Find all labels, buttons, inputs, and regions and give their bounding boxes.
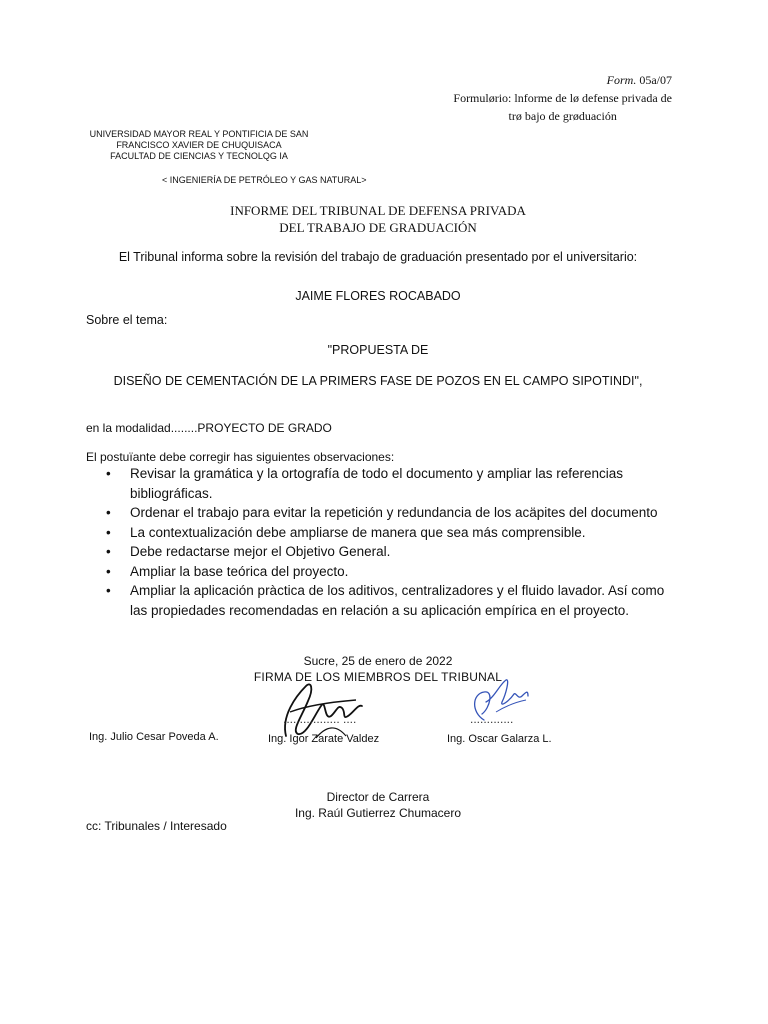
form-name-line1: Formulørio: lnforme de lø defense privada de — [453, 91, 672, 105]
director-block — [0, 789, 756, 821]
title-line1: INFORME DEL TRIBUNAL DE DEFENSA PRIVADA — [230, 203, 526, 218]
department: < INGENIERÍA DE PETRÓLEO Y GAS NATURAL> — [162, 175, 367, 185]
date: Sucre, 25 de enero de 2022 — [303, 654, 453, 668]
member-name: Ing. Oscar Galarza L. — [447, 733, 552, 745]
observation-item: • Revisar la gramática y la ortografía de todo el documento y ampliar las referencias bibliográficas. — [104, 464, 679, 503]
member-name: Ing. Igor Zarate Valdez — [268, 733, 380, 745]
form-prefix: Form. — [606, 73, 637, 87]
observation-item: • Debe redactarse mejor el Objetivo General. — [104, 542, 679, 562]
observations-list — [104, 464, 679, 620]
institution-line3: FACULTAD DE CIENCIAS Y TECNOLQG IA — [110, 151, 288, 161]
signature-line-right: ............. — [470, 712, 514, 726]
intro-text: El Tribunal informa sobre la revisión del trabajo de graduación presentado por el universitario: — [118, 250, 638, 264]
student-name: JAIME FLORES ROCABADO — [295, 289, 461, 303]
topic-line2: DISEÑO DE CEMENTACIÓN DE LA PRIMERS FASE DE POZOS EN EL CAMPO SIPOTINDI", — [113, 374, 643, 388]
signatures-title: FIRMA DE LOS MIEMBROS DEL TRIBUNAL — [253, 670, 503, 684]
director-title: Director de Carrera — [326, 790, 430, 804]
cc-line: cc: Tribunales / Interesado — [86, 819, 227, 833]
observations-intro: El postuïante debe corregir has siguientes observaciones: — [86, 450, 395, 464]
form-header — [453, 71, 672, 125]
institution-line2: FRANCISCO XAVIER DE CHUQUISACA — [116, 140, 282, 150]
document-title — [0, 202, 756, 236]
member-name: Ing. Julio Cesar Poveda A. — [89, 731, 219, 743]
observation-item: • La contextualización debe ampliarse de manera que sea más comprensible. — [104, 523, 679, 543]
observation-item: • Ampliar la aplicación pràctica de los aditivos, centralizadores y el fluido lavador. Así como las propiedades recomendadas en relación a su aplicación empírica en el proyecto. — [104, 581, 679, 620]
observation-item: • Ordenar el trabajo para evitar la repetición y redundancia de los acäpites del documento — [104, 503, 679, 523]
title-line2: DEL TRABAJO DE GRADUACIÓN — [279, 220, 477, 235]
topic-line1: "PROPUESTA DE — [327, 343, 429, 357]
form-code-line — [453, 71, 672, 89]
institution-block — [88, 129, 310, 162]
form-code: 05a/07 — [639, 73, 672, 87]
modality: en la modalidad........PROYECTO DE GRADO — [86, 421, 332, 435]
signature-line-center: ................. .... — [283, 712, 357, 726]
director-name: Ing. Raúl Gutierrez Chumacero — [294, 806, 462, 820]
observation-item: • Ampliar la base teórica del proyecto. — [104, 562, 679, 582]
institution-line1: UNIVERSIDAD MAYOR REAL Y PONTIFICIA DE SAN — [89, 129, 309, 139]
form-name-line2: trø bajo de grøduación — [508, 109, 617, 123]
topic-label: Sobre el tema: — [86, 313, 168, 327]
